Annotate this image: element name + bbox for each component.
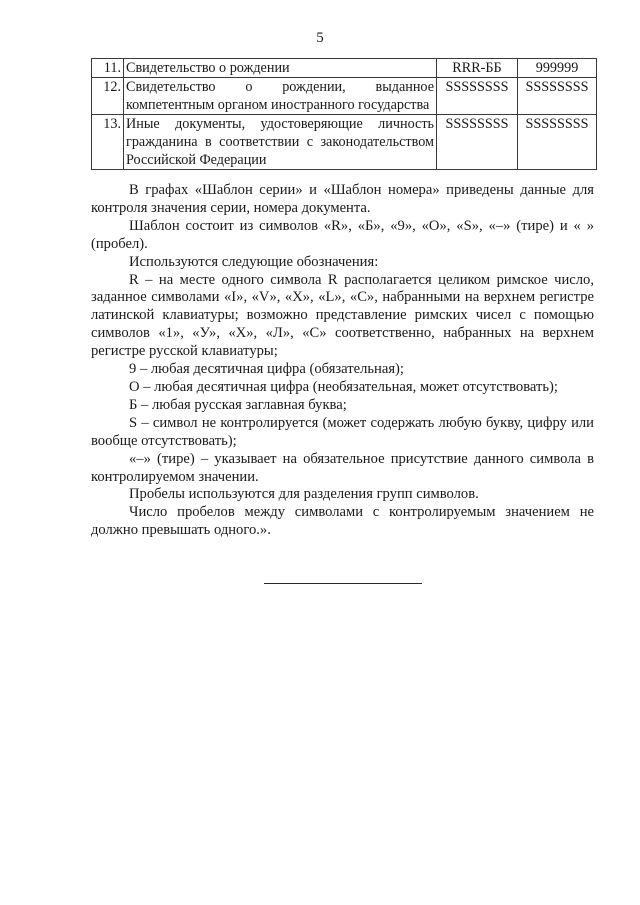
closing-rule <box>264 583 422 584</box>
row-number: 11. <box>92 59 124 78</box>
paragraph-notation-dash: «–» (тире) – указывает на обязательное присутствие данного символа в контролируемом значении. <box>91 450 594 485</box>
document-types-table <box>91 58 597 170</box>
paragraph-notation-9: 9 – любая десятичная цифра (обязательная); <box>129 361 404 378</box>
table-row <box>92 59 597 78</box>
series-template: SSSSSSSS <box>437 78 518 115</box>
paragraph-notation-b: Б – любая русская заглавная буква; <box>129 396 347 413</box>
paragraph-spaces: Пробелы используются для разделения групп символов. <box>129 486 479 503</box>
document-name: Иные документы, удостоверяющие личность гражданина в соответствии с законодательством Российской Федерации <box>124 115 437 170</box>
series-template: RRR-ББ <box>437 59 518 78</box>
document-name: Свидетельство о рождении <box>124 59 437 78</box>
table-row <box>92 78 597 115</box>
paragraph-template-columns: В графах «Шаблон серии» и «Шаблон номера» приведены данные для контроля значения серии, номера документа. <box>91 182 594 216</box>
paragraph-spaces-limit: Число пробелов между символами с контролируемым значением не должно превышать одного.». <box>91 504 594 539</box>
row-number: 13. <box>92 115 124 170</box>
paragraph-template-symbols: Шаблон состоит из символов «R», «Б», «9», «О», «S», «–» (тире) и « » (пробел). <box>91 217 594 252</box>
paragraph-notation-s: S – символ не контролируется (может содержать любую букву, цифру или вообще отсутствовать); <box>91 414 594 449</box>
page-number: 5 <box>316 30 324 46</box>
number-template: SSSSSSSS <box>518 78 597 115</box>
paragraph-notation-o: О – любая десятичная цифра (необязательная, может отсутствовать); <box>129 378 558 395</box>
number-template: SSSSSSSS <box>518 115 597 170</box>
number-template: 999999 <box>518 59 597 78</box>
table-row <box>92 115 597 170</box>
document-name: Свидетельство о рождении, выданное компетентным органом иностранного государства <box>124 78 437 115</box>
paragraph-notation-r: R – на месте одного символа R располагается целиком римское число, заданное символами «I», «V», «X», «L», «C», набранными на верхнем регистре латинской клавиатуры; возможно представление римских чисел с помощью символов «1», «У», «Х», «Л», «С» соответственно, набранных на верхнем регистре русской клавиатуры; <box>91 271 594 360</box>
body-text <box>91 182 594 540</box>
paragraph-notation-intro: Используются следующие обозначения: <box>129 253 379 270</box>
series-template: SSSSSSSS <box>437 115 518 170</box>
row-number: 12. <box>92 78 124 115</box>
